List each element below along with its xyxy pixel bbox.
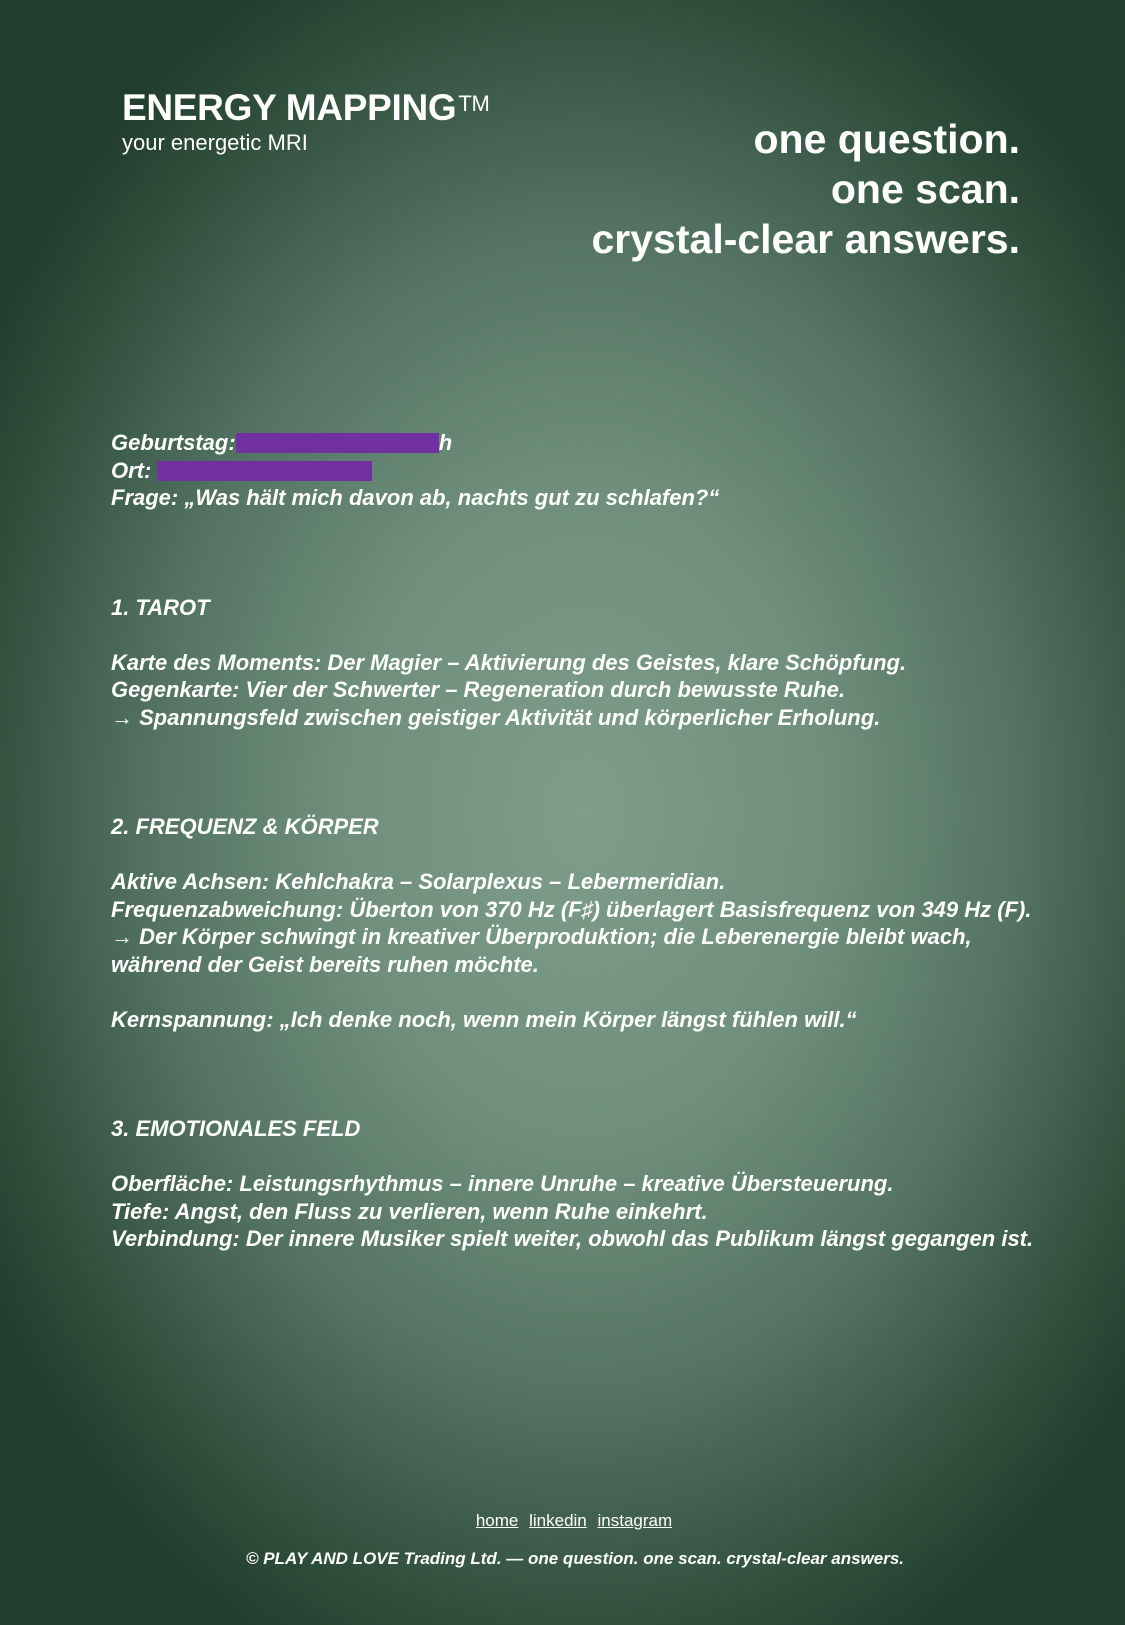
frequency-line: Aktive Achsen: Kehlchakra – Solarplexus – Lebermeridian. [111, 869, 726, 894]
birthday-label: Geburtstag: [111, 430, 236, 455]
section-tarot [111, 594, 1041, 732]
brand-title [122, 84, 490, 128]
tagline-line: one question. [753, 116, 1020, 162]
brand-subtitle: your energetic MRI [122, 130, 308, 155]
core-tension: Kernspannung: „Ich denke noch, wenn mein Körper längst fühlen will.“ [111, 1006, 857, 1032]
emotional-line: Tiefe: Angst, den Fluss zu verlieren, wenn Ruhe einkehrt. [111, 1198, 708, 1224]
tagline-line: crystal-clear answers. [591, 216, 1020, 262]
footer-link-linkedin[interactable]: linkedin [529, 1511, 587, 1530]
birthday-tail: h [438, 430, 453, 455]
section-title: 1. TAROT [111, 594, 210, 620]
brand [122, 84, 490, 156]
place-label: Ort: [111, 457, 152, 483]
footer-link-instagram[interactable]: instagram [597, 1511, 673, 1530]
emotional-line: Oberfläche: Leistungsrhythmus – innere Unruhe – kreative Übersteuerung. [111, 1171, 894, 1196]
place-line [111, 457, 1041, 485]
reading-content [111, 429, 1041, 1253]
emotional-line: Verbindung: Der innere Musiker spielt weiter, obwohl das Publikum längst gegangen ist. [111, 1226, 1034, 1251]
section-emotional [111, 1115, 1041, 1253]
footer-links [0, 1511, 1125, 1531]
tagline-line: one scan. [830, 166, 1020, 212]
tarot-line: → Spannungsfeld zwischen geistiger Aktivität und körperlicher Erholung. [111, 704, 881, 730]
footer-link-home[interactable]: home [475, 1511, 519, 1530]
question-line: Frage: „Was hält mich davon ab, nachts gut zu schlafen?“ [111, 485, 720, 510]
tarot-line: Gegenkarte: Vier der Schwerter – Regeneration durch bewusste Ruhe. [111, 677, 845, 702]
redacted-place [157, 461, 372, 481]
section-title: 3. EMOTIONALES FELD [111, 1116, 361, 1141]
frequency-line: → Der Körper schwingt in kreativer Überproduktion; die Leberenergie bleibt wach, während der Geist bereits ruhen möchte. [111, 924, 972, 977]
tarot-line: Karte des Moments: Der Magier – Aktivierung des Geistes, klare Schöpfung. [111, 649, 907, 675]
tagline [592, 114, 1021, 264]
trademark-symbol: TM [458, 91, 490, 116]
redacted-birthday [236, 433, 439, 453]
frequency-line: Frequenzabweichung: Überton von 370 Hz (F♯) überlagert Basisfrequenz von 349 Hz (F). [111, 896, 1032, 922]
section-title: 2. FREQUENZ & KÖRPER [111, 814, 379, 839]
brand-name: ENERGY MAPPING [122, 87, 457, 128]
copyright: © PLAY AND LOVE Trading Ltd. — one question. one scan. crystal-clear answers. [245, 1549, 905, 1568]
birthday-line [111, 429, 1041, 457]
section-frequency [111, 813, 1041, 1033]
